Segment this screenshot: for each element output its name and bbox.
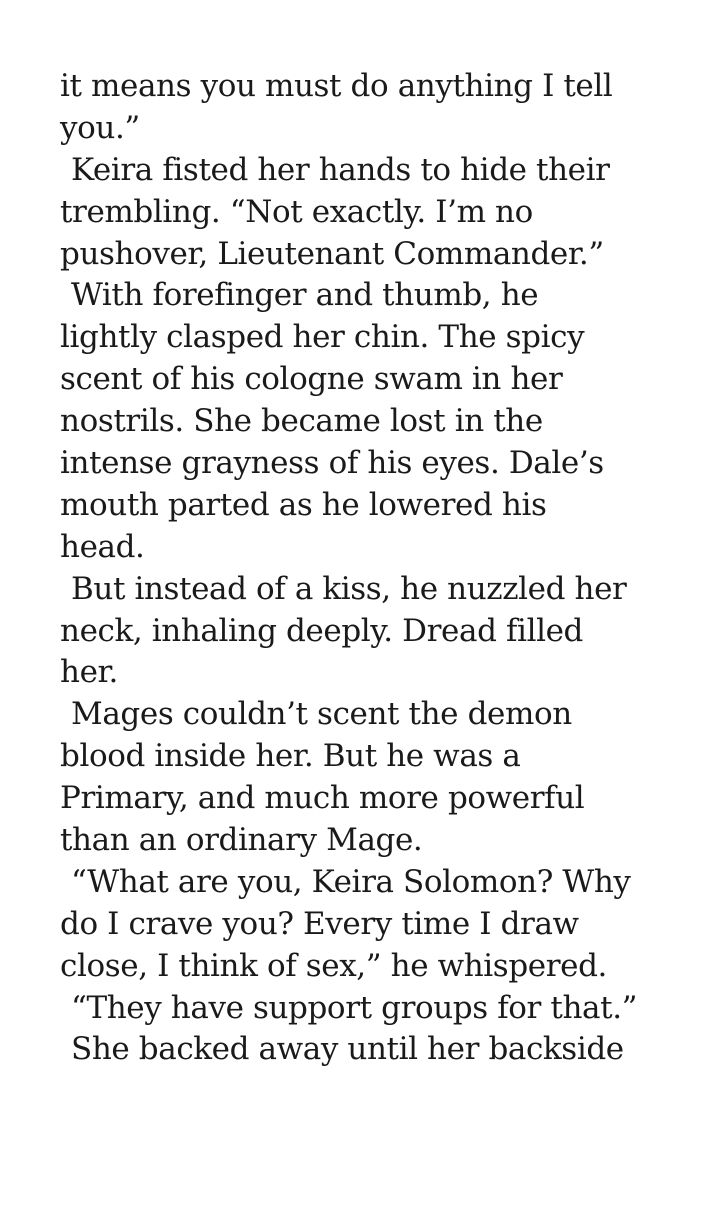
text-line: scent of his cologne swam in her bbox=[60, 361, 563, 398]
text-line: “What are you, Keira Solomon? Why bbox=[71, 863, 631, 900]
text-line: But instead of a kiss, he nuzzled her bbox=[71, 570, 627, 607]
text-line: you.” bbox=[60, 109, 140, 146]
text-line: do I crave you? Every time I draw bbox=[60, 905, 579, 942]
text-line: nostrils. She became lost in the bbox=[60, 403, 543, 440]
text-line: head. bbox=[60, 528, 145, 565]
text-line: Primary, and much more powerful bbox=[60, 780, 585, 817]
text-line: With forefinger and thumb, he bbox=[71, 277, 539, 314]
text-line: “They have support groups for that.” bbox=[71, 989, 638, 1026]
text-line: She backed away until her backside bbox=[71, 1031, 624, 1068]
book-page-text bbox=[60, 66, 700, 1071]
text-line: blood inside her. But he was a bbox=[60, 738, 521, 775]
text-line: mouth parted as he lowered his bbox=[60, 486, 547, 523]
text-line: Keira fisted her hands to hide their bbox=[71, 151, 610, 188]
text-line: it means you must do anything I tell bbox=[60, 68, 613, 104]
text-line: lightly clasped her chin. The spicy bbox=[60, 319, 585, 356]
text-line: her. bbox=[60, 654, 118, 691]
text-line: neck, inhaling deeply. Dread filled bbox=[60, 612, 583, 649]
text-line: pushover, Lieutenant Commander.” bbox=[60, 235, 604, 272]
text-line: Mages couldn’t scent the demon bbox=[71, 696, 572, 733]
text-line: intense grayness of his eyes. Dale’s bbox=[60, 445, 604, 482]
text-line: close, I think of sex,” he whispered. bbox=[60, 947, 607, 984]
text-line: trembling. “Not exactly. I’m no bbox=[60, 193, 533, 230]
text-line: than an ordinary Mage. bbox=[60, 822, 423, 859]
